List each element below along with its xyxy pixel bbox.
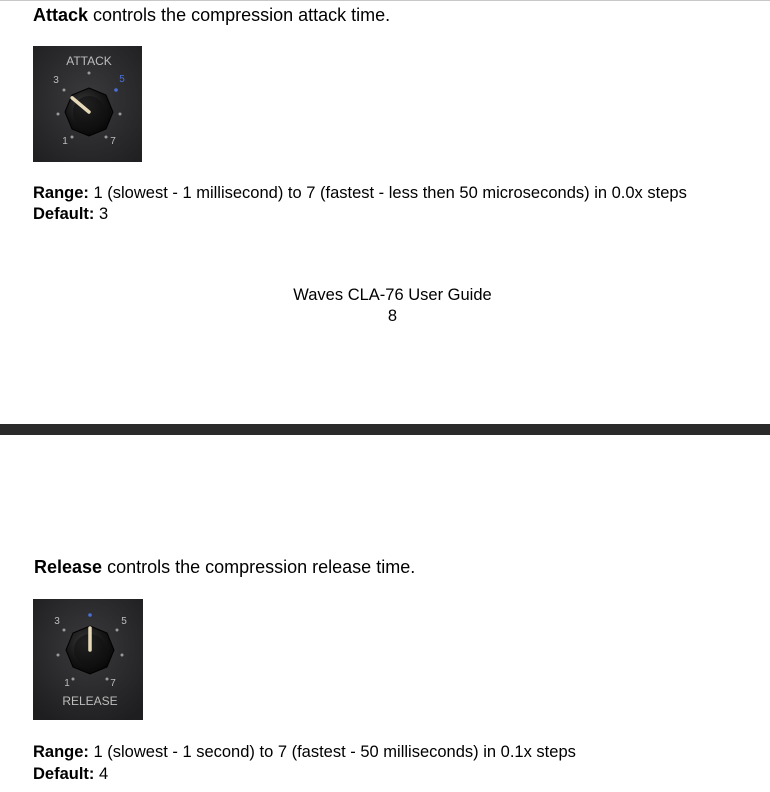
release-knob-panel[interactable]: [33, 599, 143, 720]
release-description: controls the compression release time.: [102, 557, 416, 577]
release-range-label: Range:: [33, 743, 89, 761]
top-rule: [0, 0, 770, 1]
attack-knob-panel[interactable]: [33, 46, 142, 162]
attack-range: [33, 183, 687, 203]
release-range: [33, 742, 576, 762]
attack-tick-dot: [57, 113, 60, 116]
release-mark-1: 1: [64, 678, 70, 689]
footer-title: Waves CLA-76 User Guide: [293, 286, 492, 304]
attack-tick-dot: [119, 113, 122, 116]
attack-default-label: Default:: [33, 205, 95, 223]
release-tick-dot: [88, 613, 92, 617]
release-tick-dot: [57, 654, 60, 657]
attack-mark-7: 7: [110, 136, 116, 147]
release-knob-label: RELEASE: [62, 694, 118, 708]
release-default-text: 4: [94, 765, 109, 783]
release-name: Release: [34, 557, 103, 577]
attack-tick-dot: [105, 136, 108, 139]
attack-tick-dot: [71, 136, 74, 139]
attack-range-label: Range:: [33, 184, 89, 202]
attack-mark-1: 1: [62, 136, 68, 147]
attack-tick-dot: [88, 72, 91, 75]
attack-mark-5: 5: [119, 74, 125, 85]
attack-default: [33, 204, 108, 224]
release-range-text: 1 (slowest - 1 second) to 7 (fastest - 50 milliseconds) in 0.1x steps: [88, 743, 576, 761]
release-default-label: Default:: [33, 765, 95, 783]
release-heading: [34, 557, 415, 577]
page-number: 8: [387, 307, 398, 325]
attack-mark-3: 3: [53, 75, 59, 86]
release-tick-dot: [106, 678, 109, 681]
attack-tick-dot: [63, 89, 66, 92]
release-tick-dot: [72, 678, 75, 681]
release-tick-dot: [63, 629, 66, 632]
release-knob-graphic: [33, 599, 143, 720]
attack-knob-graphic: [33, 46, 142, 162]
release-mark-5: 5: [121, 616, 127, 627]
release-default: [33, 764, 108, 784]
attack-name: Attack: [33, 5, 89, 25]
attack-description: controls the compression attack time.: [88, 5, 391, 25]
attack-default-text: 3: [94, 205, 109, 223]
release-mark-7: 7: [110, 678, 116, 689]
attack-heading: [33, 5, 390, 25]
attack-range-text: 1 (slowest - 1 millisecond) to 7 (fastest - less then 50 microseconds) in 0.0x steps: [88, 184, 687, 202]
page-separator: [0, 424, 770, 435]
attack-knob-label: ATTACK: [66, 54, 112, 68]
attack-tick-dot: [114, 88, 118, 92]
release-mark-3: 3: [54, 616, 60, 627]
release-tick-dot: [116, 629, 119, 632]
release-tick-dot: [121, 654, 124, 657]
